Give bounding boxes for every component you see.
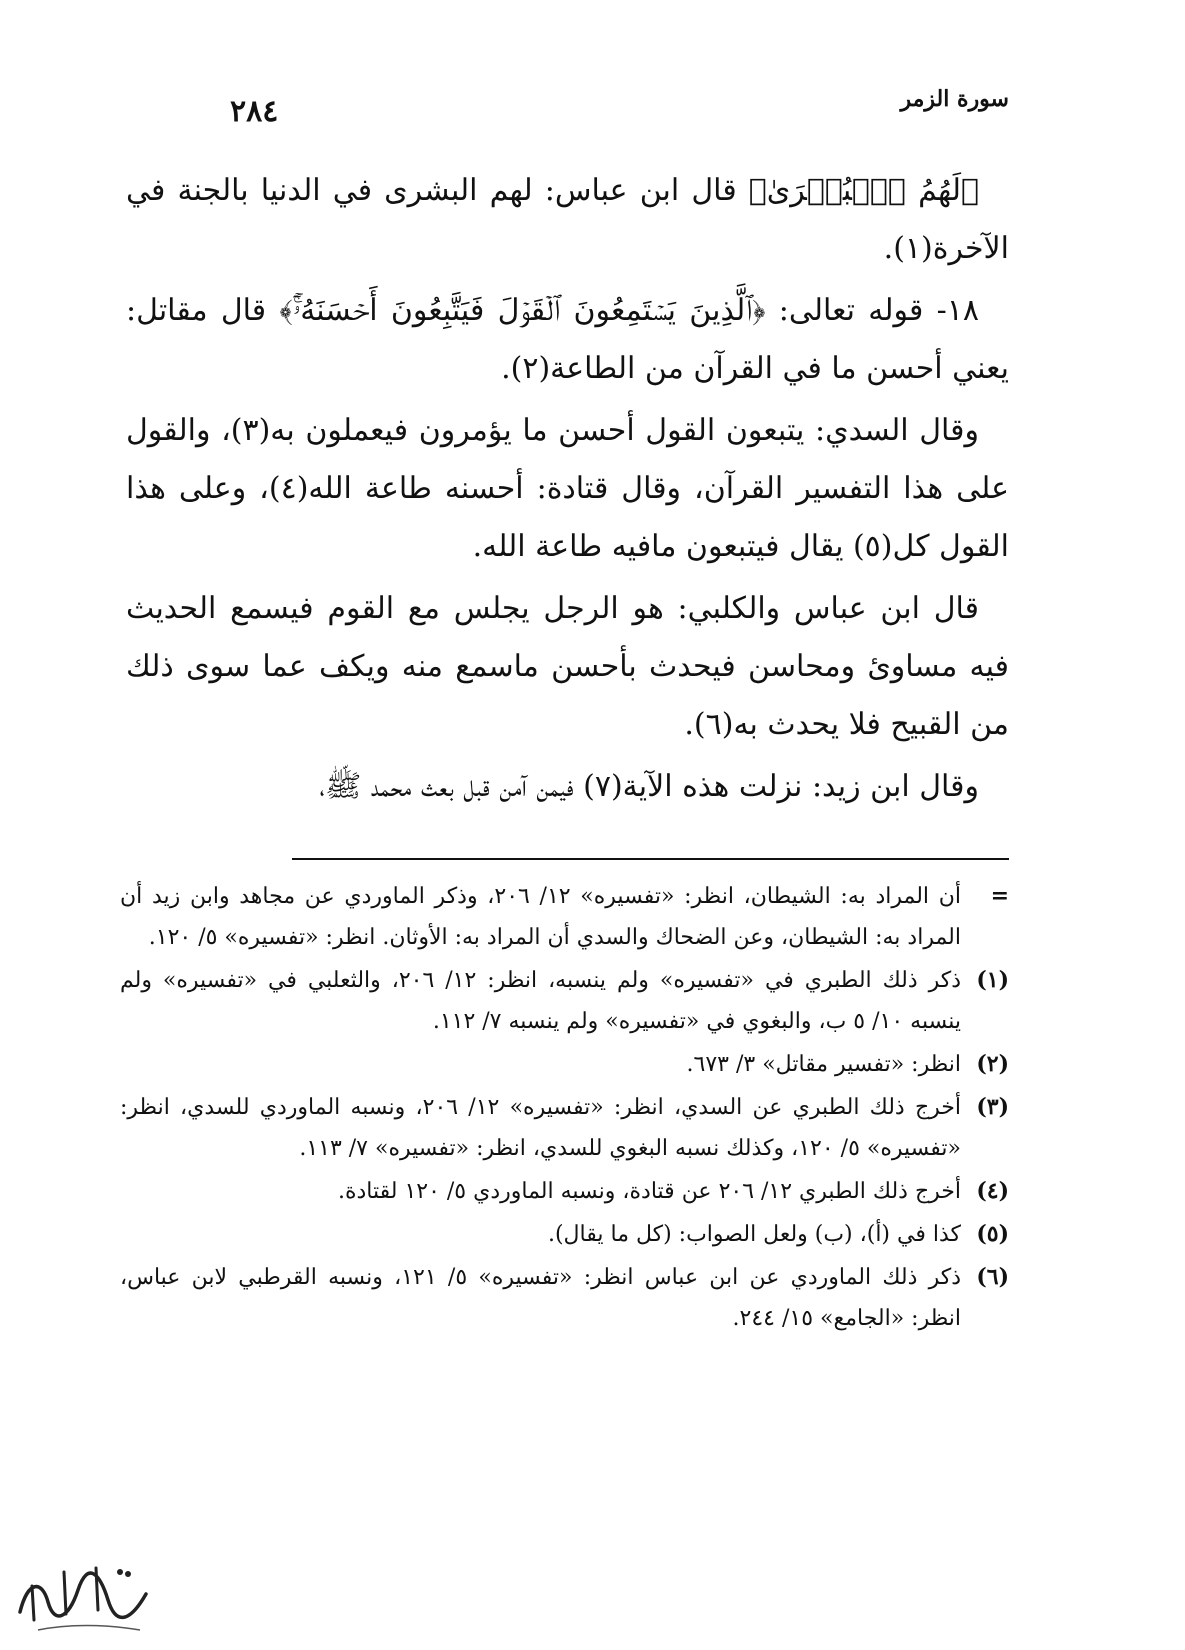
footnote xyxy=(120,876,1009,958)
logo-calligraphy-icon xyxy=(8,1550,158,1640)
footnote-divider xyxy=(292,858,1009,860)
footnote-text: كذا في (أ)، (ب) ولعل الصواب: (كل ما يقال). xyxy=(547,1222,961,1247)
footnote-text: ذكر ذلك الماوردي عن ابن عباس انظر: «تفسيره» ٥/ ١٢١، ونسبه القرطبي لابن عباس، انظر: «الجامع» ١٥/ ٢٤٤. xyxy=(120,1265,961,1331)
footnote-text: انظر: «تفسير مقاتل» ٣/ ٦٧٣. xyxy=(686,1052,961,1077)
footnote xyxy=(120,1214,1009,1255)
footnote xyxy=(120,1044,1009,1085)
paragraph: قال ابن عباس والكلبي: هو الرجل يجلس مع القوم فيسمع الحديث فيه مساوئ ومحاسن فيحدث بأحسن ماسمع منه ويكف عما سوى ذلك من القبيح فلا يحدث به(٦). xyxy=(126,591,1009,742)
footnote-label: = xyxy=(990,883,1009,909)
footnote xyxy=(120,1087,1009,1169)
footnote-text: أخرج ذلك الطبري ١٢/ ٢٠٦ عن قتادة، ونسبه الماوردي ٥/ ١٢٠ لقتادة. xyxy=(337,1179,961,1204)
paragraph: وقال السدي: يتبعون القول أحسن ما يؤمرون فيعملون به(٣)، والقول على هذا التفسير القرآن، وقال قتادة: أحسنه طاعة الله(٤)، وعلى هذا القول كل(٥) يقال فيتبعون مافيه طاعة الله. xyxy=(126,413,1009,564)
footnote-text: أخرج ذلك الطبري عن السدي، انظر: «تفسيره» ١٢/ ٢٠٦، ونسبه الماوردي للسدي، انظر: «تفسيره» ٥/ ١٢٠، وكذلك نسبه البغوي للسدي، انظر: «تفسيره» ٧/ ١١٣. xyxy=(120,1095,961,1161)
page-header xyxy=(230,82,1009,132)
paragraph: وقال ابن زيد: نزلت هذه الآية(٧) فيمن آمن قبل بعث محمد ﷺ، xyxy=(319,769,979,804)
footnote-label: (٣) xyxy=(976,1094,1009,1120)
running-title: سورة الزمر xyxy=(900,86,1009,112)
paragraph: ﴿لَهُمُ ٱلۡبُشۡرَىٰ﴾ قال ابن عباس: لهم البشرى في الدنيا بالجنة في الآخرة(١). xyxy=(126,173,1009,266)
paragraph: ١٨- قوله تعالى: ﴿ٱلَّذِينَ يَسۡتَمِعُونَ ٱلۡقَوۡلَ فَيَتَّبِعُونَ أَحۡسَنَهُۥٓۚ﴾ قال مقاتل: يعني أحسن ما في القرآن من الطاعة(٢). xyxy=(126,293,1009,386)
footnote-label: (٤) xyxy=(976,1178,1009,1204)
footnote-text: أن المراد به: الشيطان، انظر: «تفسيره» ١٢/ ٢٠٦، وذكر الماوردي عن مجاهد وابن زيد أن المراد به: الشيطان، وعن الضحاك والسدي أن المراد به: الأوثان. انظر: «تفسيره» ٥/ ١٢٠. xyxy=(120,884,961,950)
footnote-label: (٦) xyxy=(976,1264,1009,1290)
footnote-label: (١) xyxy=(976,967,1010,993)
footnote-label: (٢) xyxy=(976,1051,1009,1077)
footnote xyxy=(120,1171,1009,1212)
footnote xyxy=(120,1257,1009,1339)
footnotes xyxy=(120,876,1009,1341)
page-number: ٢٨٤ xyxy=(230,94,279,129)
footnote xyxy=(120,960,1009,1042)
footnote-text: ذكر ذلك الطبري في «تفسيره» ولم ينسبه، انظر: ١٢/ ٢٠٦، والثعلبي في «تفسيره» ولم ينسبه ١٠/ ٥ ب، والبغوي في «تفسيره» ولم ينسبه ٧/ ١١٢. xyxy=(120,968,962,1034)
main-text xyxy=(126,162,1009,820)
footnote-label: (٥) xyxy=(976,1221,1009,1247)
